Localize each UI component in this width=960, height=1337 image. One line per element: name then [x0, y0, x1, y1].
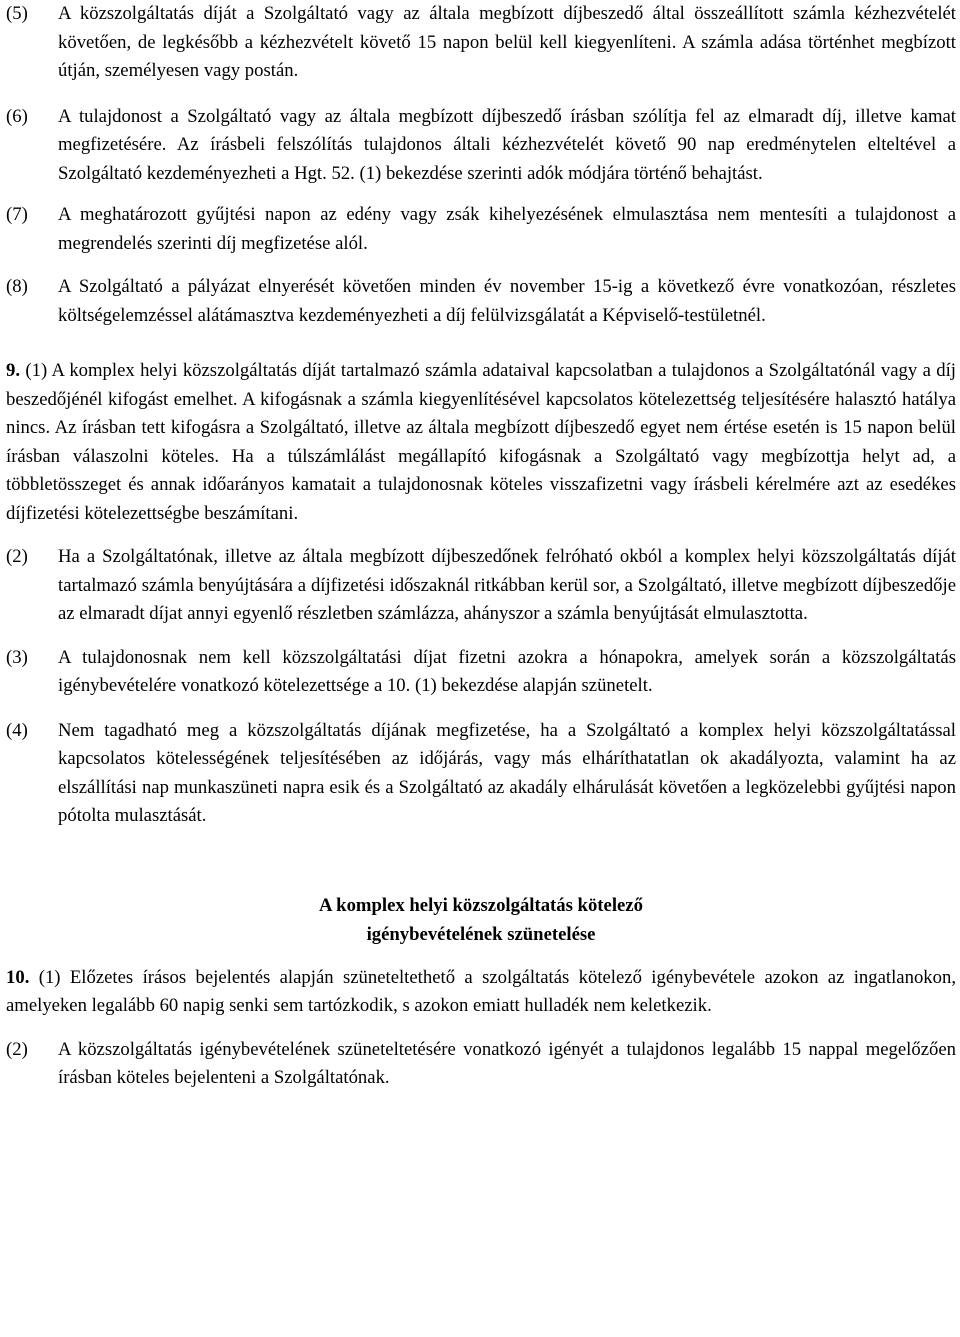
paragraph-8	[6, 273, 956, 330]
paragraph-text: A tulajdonosnak nem kell közszolgáltatási díjat fizetni azokra a hónapokra, amelyek során a közszolgáltatás igénybevételére vonatkozó kötelezettsége a 10. (1) bekezdése alapján szünetelt.	[58, 646, 956, 696]
paragraph-number: (4)	[6, 719, 28, 741]
section-10-paragraph-2	[6, 1036, 956, 1093]
section-10-text	[6, 964, 956, 1021]
paragraph-text: (1) Előzetes írásos bejelentés alapján szüneteltethető a szolgáltatás kötelező igénybevétele azokon az ingatlanokon, amelyeken legalább 60 napig senki sem tartózkodik, s azokon emiatt hulladék nem keletkezik.	[6, 966, 956, 1016]
paragraph-number: (5)	[6, 3, 28, 24]
paragraph-6	[6, 103, 956, 189]
paragraph-7	[6, 201, 956, 258]
section-9-text	[6, 357, 956, 528]
paragraph-number: (7)	[6, 204, 28, 225]
paragraph-text: A közszolgáltatás díját a Szolgáltató vagy az általa megbízott díjbeszedő által összeállított számla kézhezvételét követően, de legkésőbb a kézhezvételt követő 15 napon belül kell kiegyenlíteni. A számla adása történhet megbízott útján, személyesen vagy postán.	[58, 3, 956, 81]
paragraph-text: A Szolgáltató a pályázat elnyerését követően minden év november 15-ig a következő évre vonatkozóan, részletes költségelemzéssel alátámasztva kezdeményezheti a díj felülvizsgálatát a Képviselő-testületnél.	[58, 276, 956, 326]
section-9-paragraph-4	[6, 717, 956, 831]
paragraph-text: A tulajdonost a Szolgáltató vagy az általa megbízott díjbeszedő írásban szólítja fel az elmaradt díj, illetve kamat megfizetésére. Az írásbeli felszólítás tulajdonos általi kézhezvételét követő 90 nap eredménytelen elteltével a Szolgáltató kezdeményezheti a Hgt. 52. (1) bekezdése szerinti adók módjára történő behajtást.	[58, 105, 956, 184]
heading-line-1: A komplex helyi közszolgáltatás kötelező	[319, 894, 643, 916]
section-number: 10.	[6, 966, 30, 988]
section-number: 9.	[6, 360, 21, 381]
paragraph-text: A meghatározott gyűjtési napon az edény vagy zsák kihelyezésének elmulasztása nem mentesíti a tulajdonost a megrendelés szerinti díj megfizetése alól.	[58, 204, 956, 254]
paragraph-text: A közszolgáltatás igénybevételének szüneteltetésére vonatkozó igényét a tulajdonos legalább 15 nappal megelőzően írásban köteles bejelenteni a Szolgáltatónak.	[58, 1038, 956, 1088]
section-9	[6, 357, 956, 528]
paragraph-text: (1) A komplex helyi közszolgáltatás díját tartalmazó számla adataival kapcsolatban a tulajdonos a Szolgáltatónál vagy a díj beszedőjénél kifogást emelhet. A kifogásnak a számla kiegyenlítésével kapcsolatos kötelezettség teljesítésére halasztó hatálya nincs. Az írásban tett kifogásra a Szolgáltató, illetve az általa megbízott díjbeszedő egyet nem értése esetén is 15 napon belül írásban válaszolni köteles. Ha a túlszámlálást megállapító kifogásnak a Szolgáltató vagy megbízottja helyt ad, a többletösszeget és annak időarányos kamatait a tulajdonosnak köteles visszafizetni vagy írásbeli kérelmére azt az esedékes díjfizetési kötelezettségbe beszámítani.	[6, 360, 956, 524]
section-9-paragraph-3	[6, 644, 956, 701]
paragraph-number: (6)	[6, 105, 28, 127]
paragraph-5	[6, 0, 956, 86]
paragraph-number: (8)	[6, 276, 28, 297]
section-10	[6, 964, 956, 1021]
section-heading	[6, 891, 956, 949]
section-9-paragraph-2	[6, 543, 956, 629]
paragraph-number: (2)	[6, 546, 28, 567]
paragraph-text: Ha a Szolgáltatónak, illetve az általa megbízott díjbeszedőnek felróható okból a komplex helyi közszolgáltatás díját tartalmazó számla benyújtására a díjfizetési időszaknál ritkábban kerül sor, a Szolgáltató, illetve megbízott díjbeszedője az elmaradt díjat annyi egyenlő részletben számlázza, ahányszor a számla benyújtását elmulasztotta.	[58, 546, 956, 624]
paragraph-number: (3)	[6, 646, 28, 668]
paragraph-number: (2)	[6, 1038, 28, 1060]
heading-line-2: igénybevételének szünetelése	[366, 923, 596, 945]
paragraph-text: Nem tagadható meg a közszolgáltatás díjának megfizetése, ha a Szolgáltató a komplex helyi közszolgáltatással kapcsolatos kötelességének teljesítésében az időjárás, vagy más elháríthatatlan ok akadályozta, valamint ha az elszállítási nap munkaszüneti napra esik és a Szolgáltató az akadály elhárulását követően a legközelebbi gyűjtési napon pótolta mulasztását.	[58, 719, 956, 826]
